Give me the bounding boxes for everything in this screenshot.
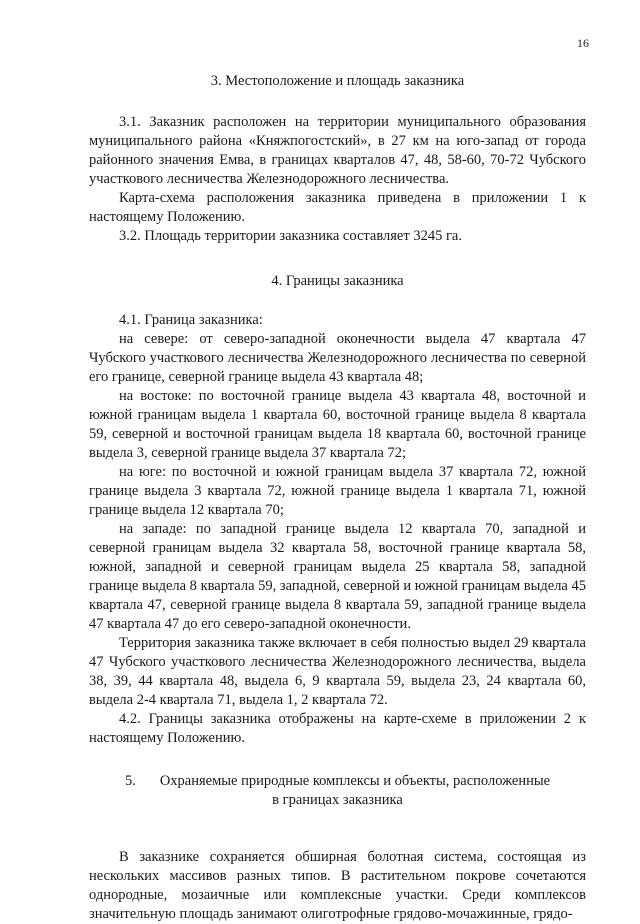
paragraph-south-border: на юге: по восточной и южной границам выдела 37 квартала 72, южной границе выдела 3 квартала 72, южной границе выдела 1 квартала 71, южной границе выдела 12 квартала 70;: [89, 464, 586, 518]
paragraph-4-1: 4.1. Граница заказника:: [119, 312, 263, 328]
section-4-heading: 4. Границы заказника: [271, 273, 404, 289]
paragraph-west-border: на западе: по западной границе выдела 12 квартала 70, западной и северной границам выдела 32 квартала 58, восточной границе квартала 58, южной, западной и северной границам выдела 25 квартала 58, западной границе выдела 8 квартала 59, западной, северной и южной границам выдела 45 квартала 47, северной границе выдела 8 квартала 59, западной границе выдела 47 квартала 47 до его северо-западной оконечности.: [89, 521, 586, 632]
paragraph-3-2: 3.2. Площадь территории заказника составляет 3245 га.: [119, 228, 462, 244]
paragraph-4-2: 4.2. Границы заказника отображены на карте-схеме в приложении 2 к настоящему Положению.: [89, 711, 586, 746]
section-5-heading-line1: [89, 772, 586, 791]
paragraph-territory: Территория заказника также включает в себя полностью выдел 29 квартала 47 Чубского участкового лесничества Железнодорожного лесничества, выдела 38, 39, 44 квартала 48, выдела 6, 9 квартала 59, выдела 23, 24 квартала 60, выдела 2-4 квартала 71, выдела 1, 2 квартала 72.: [89, 635, 586, 708]
paragraph-east-border: на востоке: по восточной границе выдела 43 квартала 48, восточной и южной границам выдела 1 квартала 60, восточной границе выдела 8 квартала 59, северной и восточной границам выдела 18 квартала 60, восточной границе выдела 3, северной границе выдела 37 квартала 72;: [89, 388, 586, 461]
section-3-heading: 3. Местоположение и площадь заказника: [210, 73, 465, 89]
document-body: [89, 64, 586, 924]
paragraph-3-1: 3.1. Заказник расположен на территории муниципального образования муниципального района «Княжпогостский», в 27 км на юго-запад от города районного значения Емва, в границах кварталов 47, 48, 58-60, 70-72 Чубского участкового лесничества Железнодорожного лесничества.: [89, 114, 586, 187]
page-number: 16: [577, 36, 589, 50]
section-5-number: 5.: [124, 773, 136, 789]
paragraph-3-1-map: Карта-схема расположения заказника приведена в приложении 1 к настоящему Положению.: [89, 190, 586, 225]
section-5-title-line2: в границах заказника: [272, 792, 403, 808]
section-5-heading: [89, 772, 586, 810]
paragraph-5-1: В заказнике сохраняется обширная болотная система, состоящая из нескольких массивов разных типов. В растительном покрове сочетаются однородные, мозаичные или комплексные участки. Среди комплексов значительную площадь занимают олиготрофные грядово-мочажинные, грядо-: [89, 849, 586, 922]
section-5-title-line1: Охраняемые природные комплексы и объекты, расположенные: [159, 773, 551, 789]
paragraph-north-border: на севере: от северо-западной оконечности выдела 47 квартала 47 Чубского участкового лесничества Железнодорожного лесничества по северной его границе, северной границе выдела 43 квартала 48;: [89, 331, 586, 385]
